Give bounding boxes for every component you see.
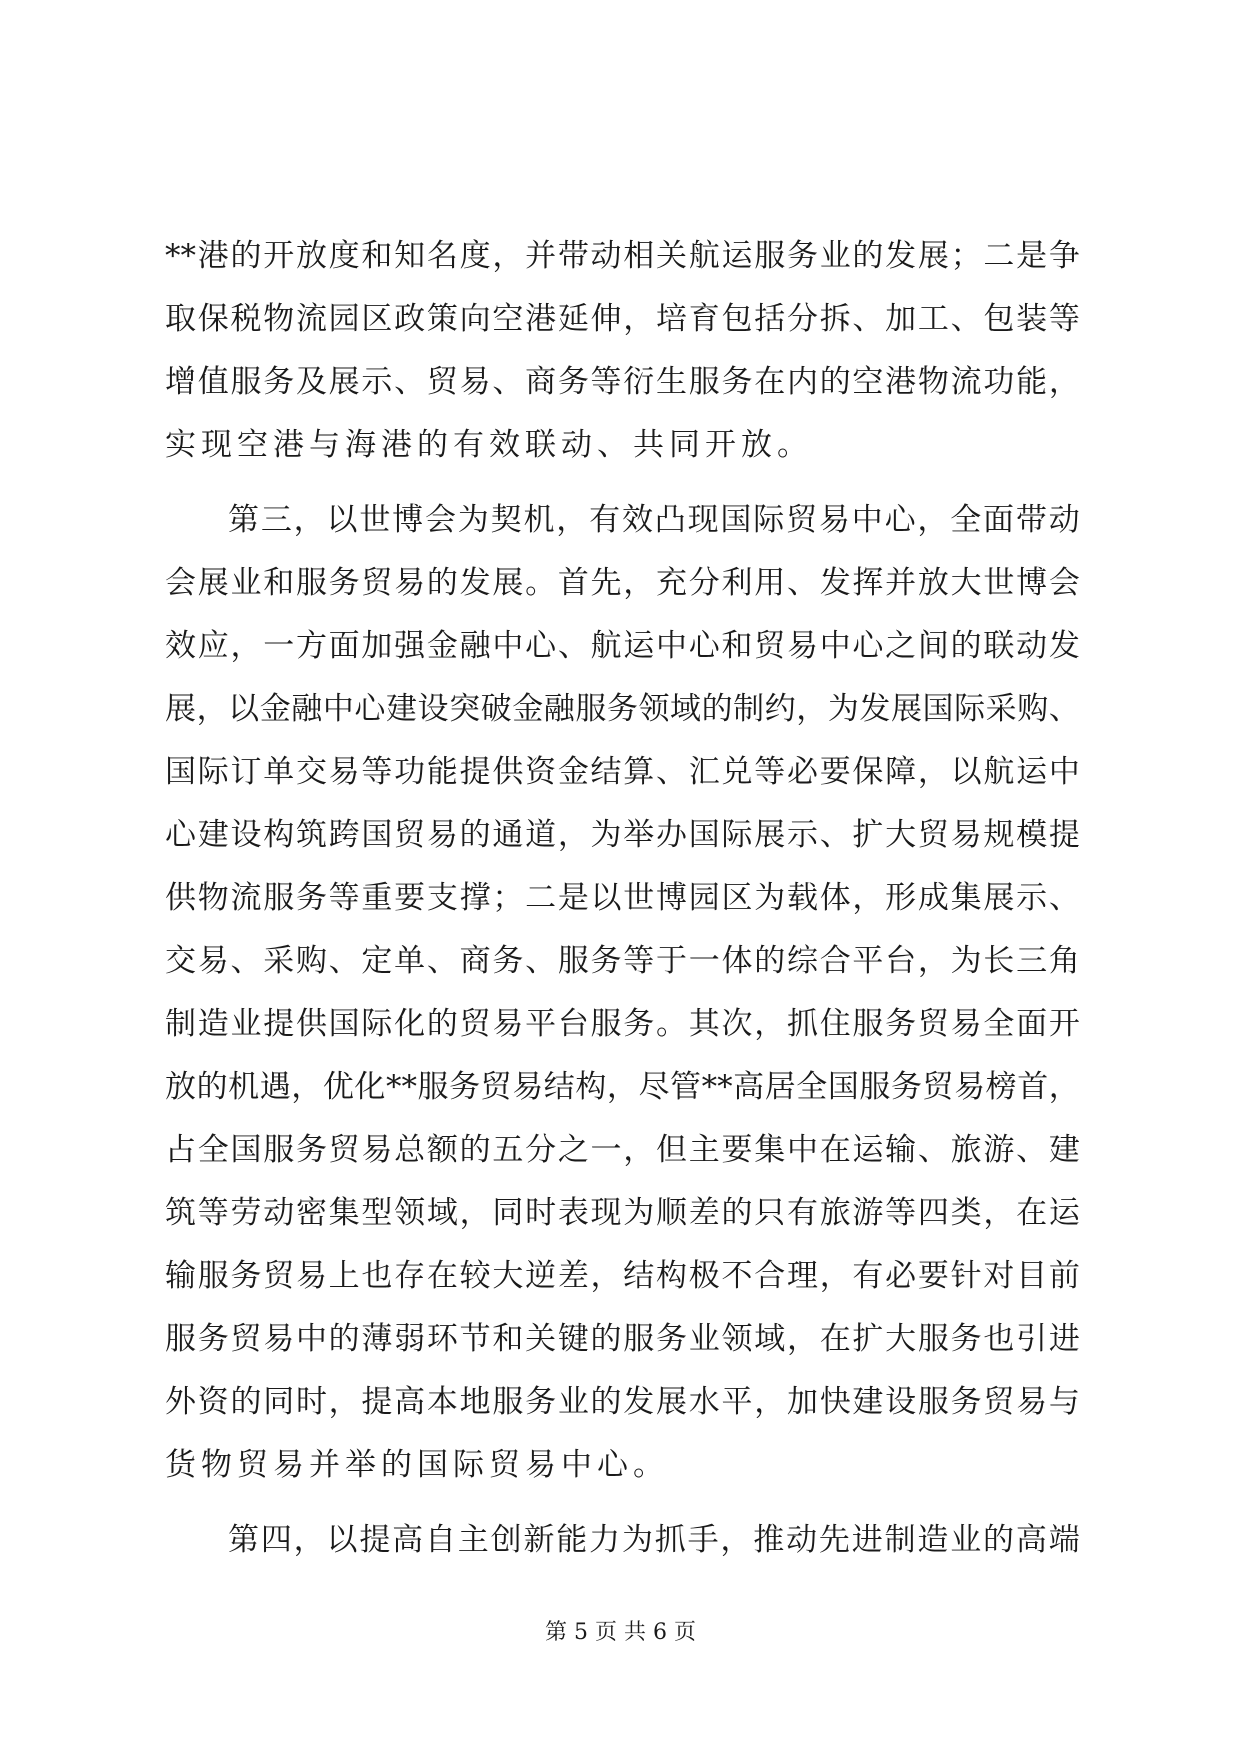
text-line: 实现空港与海港的有效联动、共同开放。 [165, 427, 813, 463]
paragraph [165, 225, 1080, 477]
text-line: 第 三 ， 以 世 博 会 为 契 机 ， 有 效 凸 现 国 际 贸 易 中 心 ， 全 面 带 动 [228, 502, 1080, 538]
text-line: 输 服 务 贸 易 上 也 存 在 较 大 逆 差 ， 结 构 极 不 合 理 ， 有 必 要 针 对 目 前 [165, 1258, 1080, 1294]
text-line: 效 应 ， 一 方 面 加 强 金 融 中 心 、 航 运 中 心 和 贸 易 中 心 之 间 的 联 动 发 [165, 628, 1080, 664]
paragraph [165, 489, 1080, 1497]
text-line: 制 造 业 提 供 国 际 化 的 贸 易 平 台 服 务 。 其 次 ， 抓 住 服 务 贸 易 全 面 开 [165, 1006, 1080, 1042]
text-line: 外 资 的 同 时 ， 提 高 本 地 服 务 业 的 发 展 水 平 ， 加 快 建 设 服 务 贸 易 与 [165, 1384, 1080, 1420]
text-line: 货物贸易并举的国际贸易中心。 [165, 1447, 669, 1483]
text-line: 展 ， 以 金 融 中 心 建 设 突 破 金 融 服 务 领 域 的 制 约 ， 为 发 展 国 际 采 购 、 [165, 691, 1080, 727]
text-line: 会 展 业 和 服 务 贸 易 的 发 展 。 首 先 ， 充 分 利 用 、 发 挥 并 放 大 世 博 会 [165, 565, 1080, 601]
text-line: 第 四 ， 以 提 高 自 主 创 新 能 力 为 抓 手 ， 推 动 先 进 制 造 业 的 高 端 [228, 1522, 1080, 1558]
text-line: 占 全 国 服 务 贸 易 总 额 的 五 分 之 一 ， 但 主 要 集 中 在 运 输 、 旅 游 、 建 [165, 1132, 1080, 1168]
text-line: 国 际 订 单 交 易 等 功 能 提 供 资 金 结 算 、 汇 兑 等 必 要 保 障 ， 以 航 运 中 [165, 754, 1080, 790]
text-line: 服 务 贸 易 中 的 薄 弱 环 节 和 关 键 的 服 务 业 领 域 ， 在 扩 大 服 务 也 引 进 [165, 1321, 1080, 1357]
paragraph-gap [165, 1497, 1080, 1509]
text-line: 交 易 、 采 购 、 定 单 、 商 务 、 服 务 等 于 一 体 的 综 合 平 台 ， 为 长 三 角 [165, 943, 1080, 979]
text-line: 心 建 设 构 筑 跨 国 贸 易 的 通 道 ， 为 举 办 国 际 展 示 、 扩 大 贸 易 规 模 提 [165, 817, 1080, 853]
paragraph-gap [165, 477, 1080, 489]
text-line: 筑 等 劳 动 密 集 型 领 域 ， 同 时 表 现 为 顺 差 的 只 有 旅 游 等 四 类 ， 在 运 [165, 1195, 1080, 1231]
text-line: 放 的 机 遇 ， 优 化 ** 服 务 贸 易 结 构 ， 尽 管 ** 高 居 全 国 服 务 贸 易 榜 首 ， [165, 1069, 1080, 1105]
text-line: 增 值 服 务 及 展 示 、 贸 易 、 商 务 等 衍 生 服 务 在 内 的 空 港 物 流 功 能 ， [165, 364, 1080, 400]
text-line: 供 物 流 服 务 等 重 要 支 撑 ； 二 是 以 世 博 园 区 为 载 体 ， 形 成 集 展 示 、 [165, 880, 1080, 916]
page-footer: 第 5 页 共 6 页 [545, 1620, 696, 1645]
paragraph [165, 1509, 1080, 1572]
document-body [165, 225, 1080, 1572]
text-line: ** 港 的 开 放 度 和 知 名 度 ， 并 带 动 相 关 航 运 服 务 业 的 发 展 ； 二 是 争 [165, 238, 1080, 274]
text-line: 取 保 税 物 流 园 区 政 策 向 空 港 延 伸 ， 培 育 包 括 分 拆 、 加 工 、 包 装 等 [165, 301, 1080, 337]
